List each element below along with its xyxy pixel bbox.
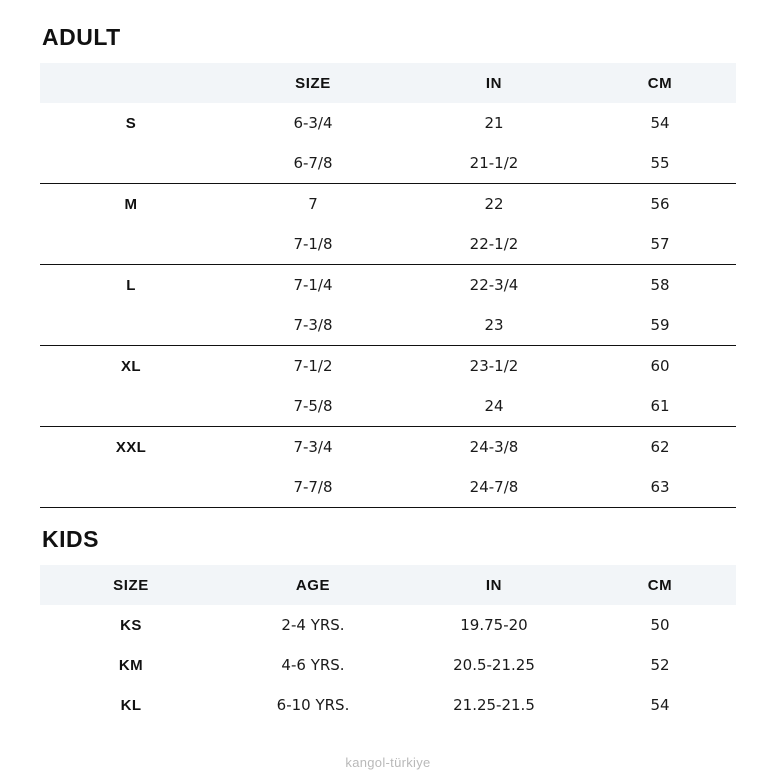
adult-table-header-row — [40, 63, 736, 103]
adult-row-in: 22-3/4 — [404, 265, 584, 306]
adult-row-in: 21 — [484, 114, 504, 132]
adult-row-label — [40, 305, 222, 346]
adult-row-in: 23-1/2 — [404, 346, 584, 387]
kids-size-table — [40, 565, 736, 725]
adult-row-cm: 54 — [650, 114, 670, 132]
adult-size-table — [40, 63, 736, 508]
adult-header-cm: CM — [584, 63, 736, 103]
adult-row-cm: 62 — [584, 427, 736, 468]
watermark: kangol-türkiye — [345, 755, 431, 770]
kids-row-age: 4-6 YRS. — [281, 656, 345, 674]
adult-header-in: IN — [404, 63, 584, 103]
adult-row-in: 22-1/2 — [469, 235, 519, 253]
adult-row-label: XL — [40, 346, 222, 387]
kids-table-header-row — [40, 565, 736, 605]
adult-row-size: 7-3/4 — [222, 427, 404, 468]
adult-row-label — [40, 143, 222, 184]
kids-row-cm: 50 — [650, 616, 670, 634]
adult-row-in: 24 — [484, 397, 504, 415]
table-row — [40, 427, 736, 468]
kids-header-size: SIZE — [40, 565, 222, 605]
adult-row-size: 6-3/4 — [293, 114, 333, 132]
adult-row-label: M — [40, 184, 222, 225]
table-row — [40, 685, 736, 725]
table-row — [40, 346, 736, 387]
kids-row-in: 21.25-21.5 — [453, 696, 535, 714]
table-row — [40, 224, 736, 265]
kids-header-cm: CM — [584, 565, 736, 605]
table-row — [40, 305, 736, 346]
adult-row-in: 23 — [484, 316, 504, 334]
adult-row-size: 7-7/8 — [222, 467, 404, 508]
adult-header-blank — [40, 63, 222, 103]
kids-row-age: 2-4 YRS. — [281, 616, 345, 634]
adult-row-size: 7-1/4 — [222, 265, 404, 306]
adult-row-size: 7-1/2 — [222, 346, 404, 387]
kids-header-age: AGE — [222, 565, 404, 605]
kids-section-title: KIDS — [42, 526, 99, 552]
table-row — [40, 645, 736, 685]
table-row — [40, 143, 736, 184]
table-row — [40, 184, 736, 225]
adult-header-size: SIZE — [222, 63, 404, 103]
adult-row-cm: 63 — [584, 467, 736, 508]
kids-row-cm: 52 — [650, 656, 670, 674]
adult-row-cm: 56 — [584, 184, 736, 225]
adult-row-cm: 59 — [650, 316, 670, 334]
adult-row-in: 22 — [404, 184, 584, 225]
adult-row-label — [40, 467, 222, 508]
adult-row-label: L — [40, 265, 222, 306]
kids-row-age: 6-10 YRS. — [276, 696, 350, 714]
adult-row-cm: 60 — [584, 346, 736, 387]
kids-row-label: KM — [118, 656, 144, 674]
adult-row-label — [40, 224, 222, 265]
adult-row-label — [40, 386, 222, 427]
kids-header-in: IN — [404, 565, 584, 605]
table-row — [40, 103, 736, 143]
adult-row-size: 7-5/8 — [293, 397, 333, 415]
adult-row-cm: 61 — [650, 397, 670, 415]
kids-row-cm: 54 — [650, 696, 670, 714]
kids-row-label: KS — [120, 616, 142, 634]
adult-row-cm: 57 — [650, 235, 670, 253]
adult-row-label: XXL — [40, 427, 222, 468]
adult-row-cm: 58 — [584, 265, 736, 306]
table-row — [40, 265, 736, 306]
table-row — [40, 386, 736, 427]
adult-row-size: 7-1/8 — [293, 235, 333, 253]
table-row — [40, 605, 736, 645]
adult-row-in: 24-3/8 — [404, 427, 584, 468]
kids-row-in: 20.5-21.25 — [453, 656, 535, 674]
kids-row-label: KL — [120, 696, 142, 714]
adult-row-cm: 55 — [650, 154, 670, 172]
adult-row-size: 6-7/8 — [293, 154, 333, 172]
adult-section-title: ADULT — [42, 24, 121, 50]
adult-row-in: 21-1/2 — [469, 154, 519, 172]
adult-row-label: S — [125, 114, 137, 132]
adult-row-in: 24-7/8 — [404, 467, 584, 508]
adult-row-size: 7 — [222, 184, 404, 225]
table-row — [40, 467, 736, 508]
kids-row-in: 19.75-20 — [460, 616, 528, 634]
adult-row-size: 7-3/8 — [293, 316, 333, 334]
